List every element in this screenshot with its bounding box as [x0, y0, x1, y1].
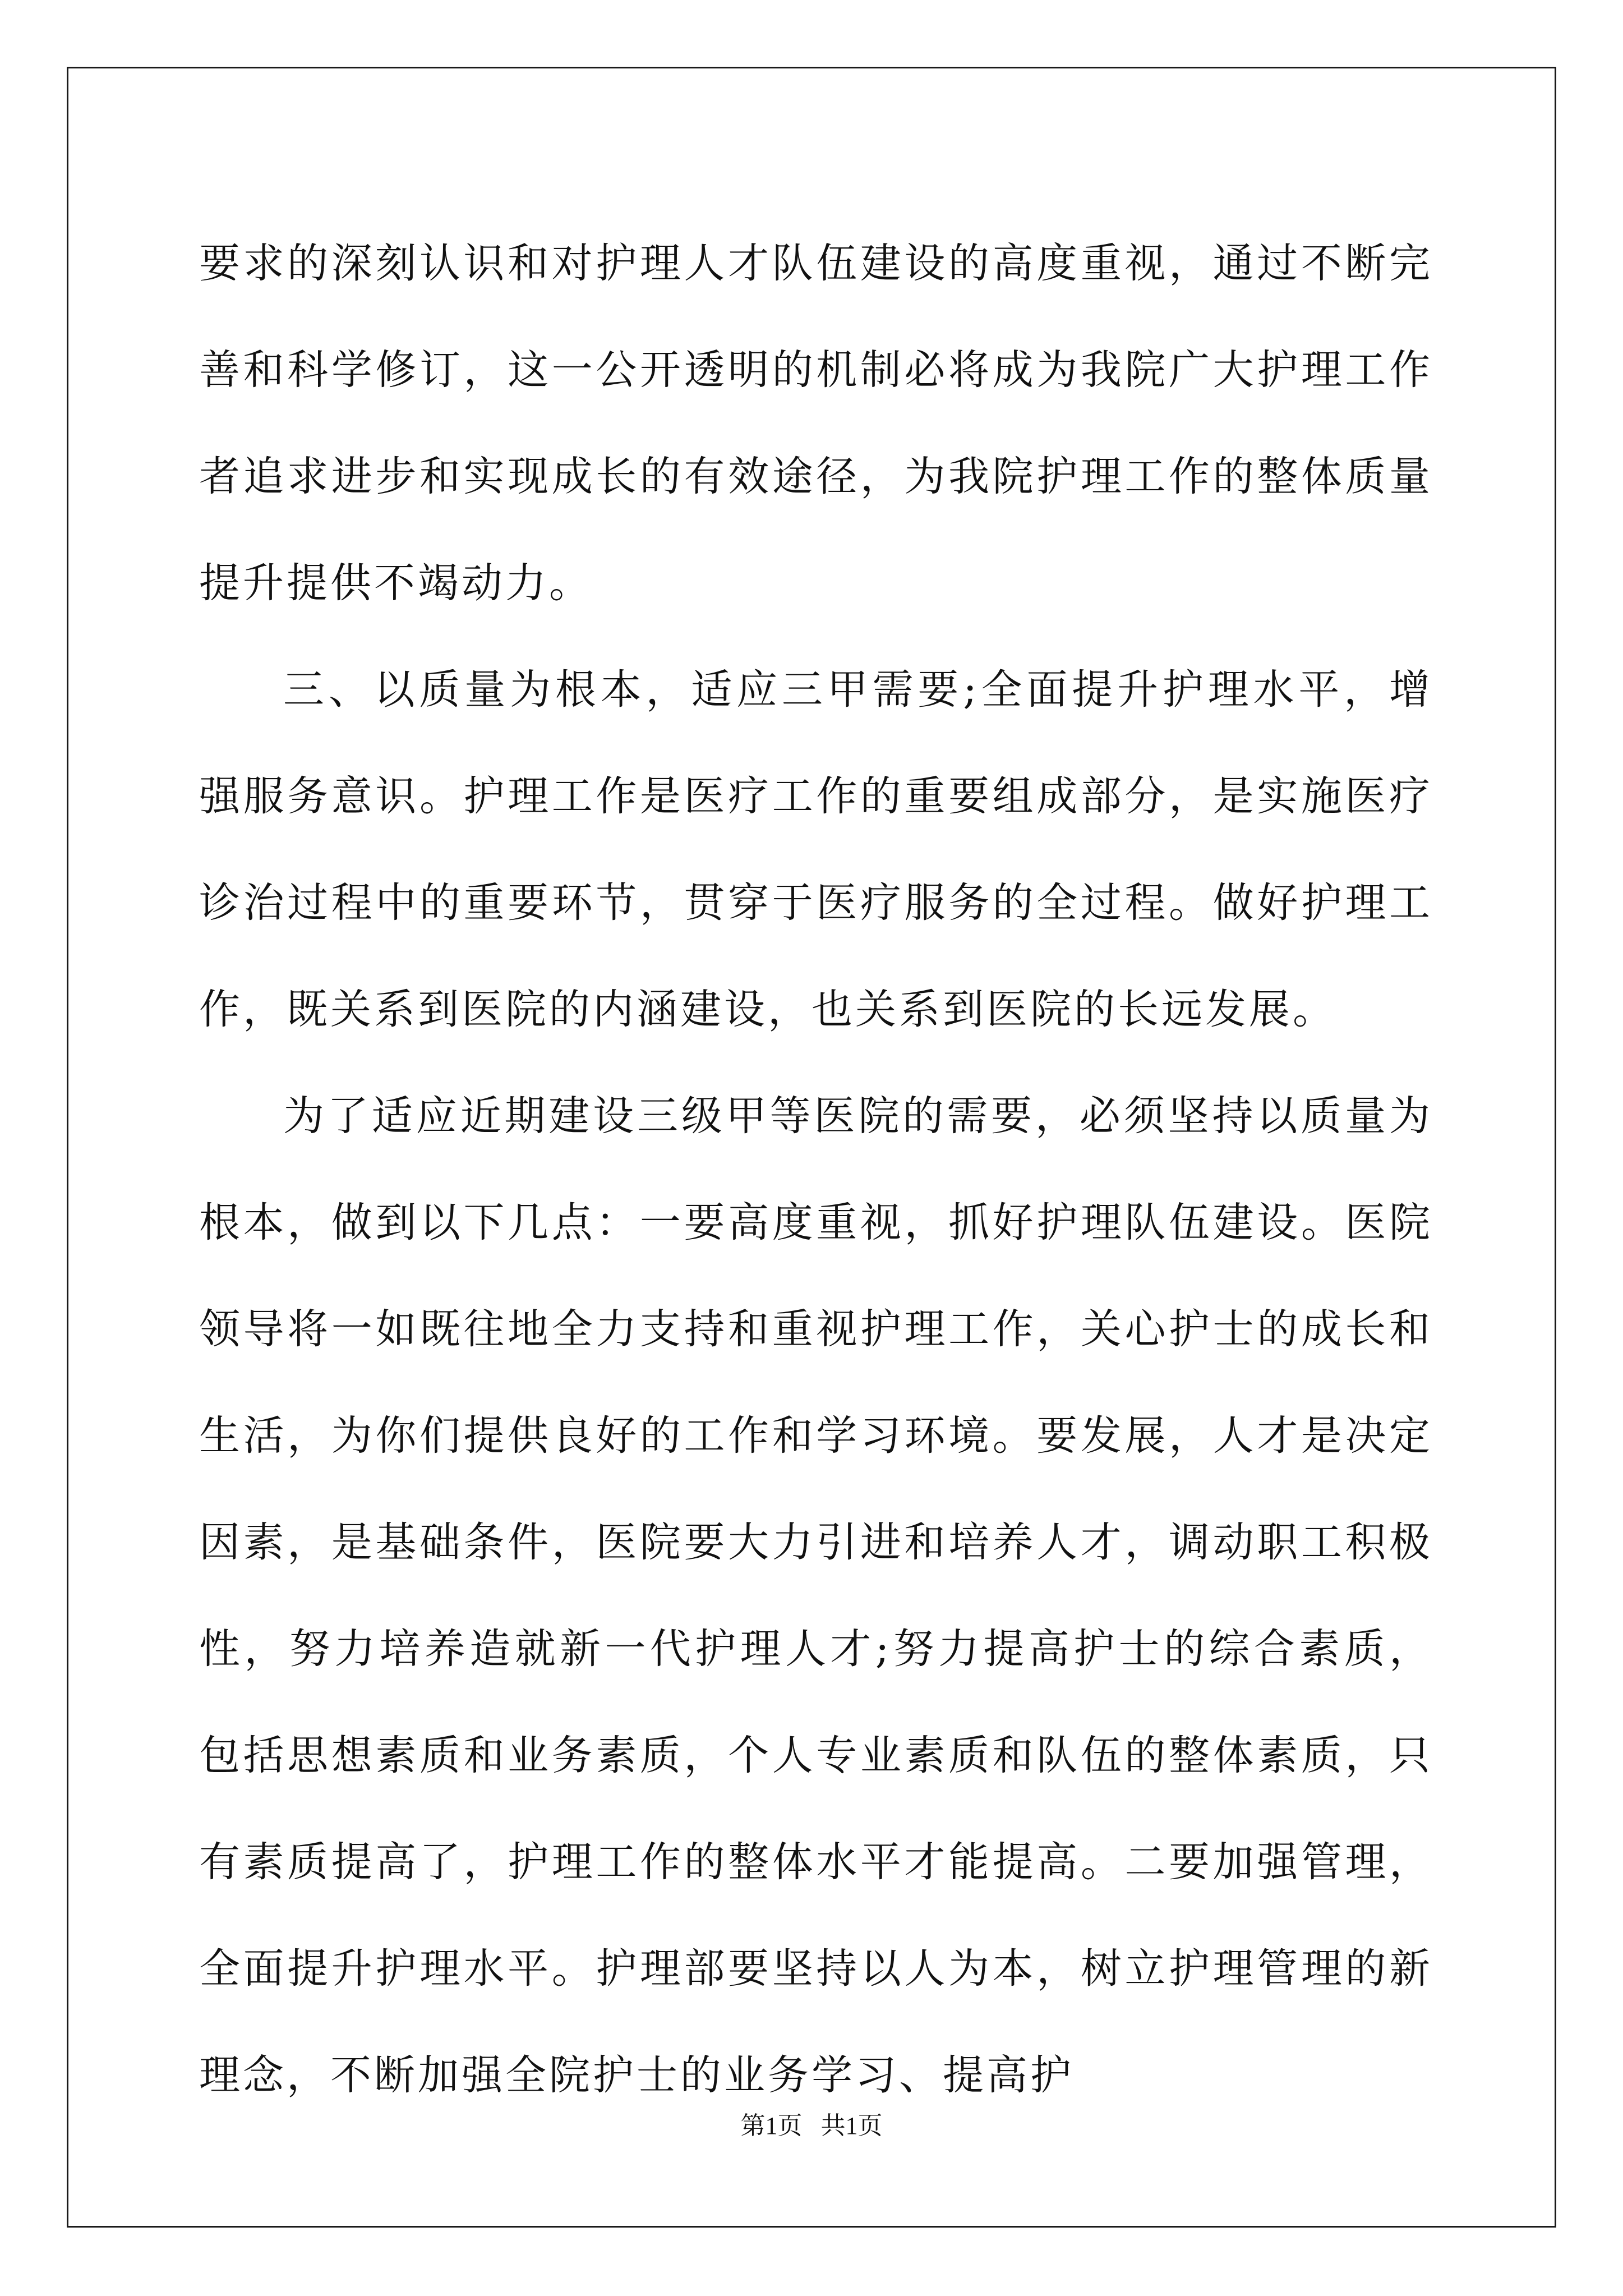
paragraph-3: 为了适应近期建设三级甲等医院的需要，必须坚持以质量为根本，做到以下几点：一要高度重视，抓好护理队伍建设。医院领导将一如既往地全力支持和重视护理工作，关心护士的成长和生活，为你们提供良好的工作和学习环境。要发展，人才是决定因素，是基础条件，医院要大力引进和培养人才，调动职工积极性，努力培养造就新一代护理人才;努力提高护士的综合素质，包括思想素质和业务素质，个人专业素质和队伍的整体素质，只有素质提高了，护理工作的整体水平才能提高。二要加强管理，全面提升护理水平。护理部要坚持以人为本，树立护理管理的新理念，不断加强全院护士的业务学习、提高护	[199, 1092, 1433, 2099]
document-body	[199, 210, 1433, 2129]
page-footer	[0, 2109, 1623, 2143]
page-number: 第1页 共1页	[740, 2112, 883, 2139]
paragraph-2: 三、以质量为根本，适应三甲需要;全面提升护理水平，增强服务意识。护理工作是医疗工作的重要组成部分，是实施医疗诊治过程中的重要环节，贯穿于医疗服务的全过程。做好护理工作，既关系到医院的内涵建设，也关系到医院的长远发展。	[199, 666, 1433, 1033]
paragraph-1: 要求的深刻认识和对护理人才队伍建设的高度重视，通过不断完善和科学修订，这一公开透明的机制必将成为我院广大护理工作者追求进步和实现成长的有效途径，为我院护理工作的整体质量提升提供不竭动力。	[199, 240, 1433, 607]
